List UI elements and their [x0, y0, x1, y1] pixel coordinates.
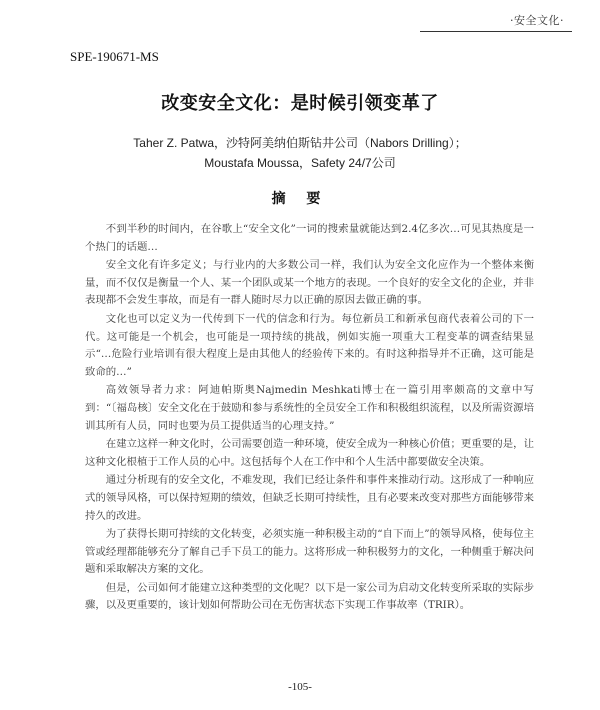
author-block: [60, 133, 540, 173]
abstract-paragraph: 安全文化有许多定义；与行业内的大多数公司一样，我们认为安全文化应作为一个整体来衡量，而不仅仅是衡量一个人、某一个团队或某一个地方的表现。一个良好的安全文化的企业，并非表现都不会发生事故，而是有一群人随时尽力以正确的原因去做正确的事。: [85, 259, 534, 307]
section-tag: ·安全文化·: [510, 14, 564, 27]
abstract-paragraph: 通过分析现有的安全文化，不难发现，我们已经让条件和事件来推动行动。这形成了一种响应式的领导风格，可以保持短期的绩效，但缺乏长期可持续性，且有必要来改变对那些方面能够带来持久的改进。: [85, 474, 534, 522]
abstract-paragraph: 高效领导者力求：阿迪帕斯奥Najmedin Meshkati博士在一篇引用率颇高的文章中写到：“〔福岛核〕安全文化在于鼓励和参与系统性的全员安全工作和积极组织流程，以及所需资源培训其所有人员，同时也要为员工提供适当的心理支持。”: [85, 384, 534, 432]
header-rule: [420, 31, 572, 32]
abstract-paragraph: 文化也可以定义为一代传到下一代的信念和行为。每位新员工和新承包商代表着公司的下一代。这可能是一个机会，也可能是一项持续的挑战，例如实施一项重大工程变革的调查结果显示“…危险行业培训有很大程度上是由其他人的经验传下来的。有时这种指导并不正确，这可能是致命的…”: [85, 312, 534, 378]
paper-id: SPE-190671-MS: [70, 49, 159, 64]
page-number: -105-: [288, 681, 312, 693]
abstract-paragraph: 但是，公司如何才能建立这种类型的文化呢？以下是一家公司为启动文化转变所采取的实际步骤，以及更重要的，该计划如何帮助公司在无伤害状态下实现工作事故率（TRIR）。: [85, 581, 534, 612]
author-line-2: Moustafa Moussa，Safety 24/7公司: [204, 156, 396, 170]
abstract-paragraph: 为了获得长期可持续的文化转变，必须实施一种积极主动的“自下而上”的领导风格，使每位主管或经理都能够充分了解自己手下员工的能力。这将形成一种积极努力的文化，一种侧重于解决问题和采取解决方案的文化。: [85, 528, 534, 576]
author-line-1: Taher Z. Patwa，沙特阿美纳伯斯钻井公司（Nabors Drilling）；: [133, 136, 467, 150]
paper-title: 改变安全文化：是时候引领变革了: [161, 93, 439, 114]
abstract-heading: 摘 要: [271, 191, 329, 207]
abstract-body: [85, 221, 534, 616]
abstract-paragraph: 在建立这样一种文化时，公司需要创造一种环境，使安全成为一种核心价值；更重要的是，让这种文化根植于工作人员的心中。这包括每个人在工作中和个人生活中都要做安全决策。: [85, 438, 534, 468]
abstract-paragraph: 不到半秒的时间内，在谷歌上“安全文化”一词的搜索量就能达到2.4亿多次…可见其热度是一个热门的话题…: [85, 223, 534, 253]
